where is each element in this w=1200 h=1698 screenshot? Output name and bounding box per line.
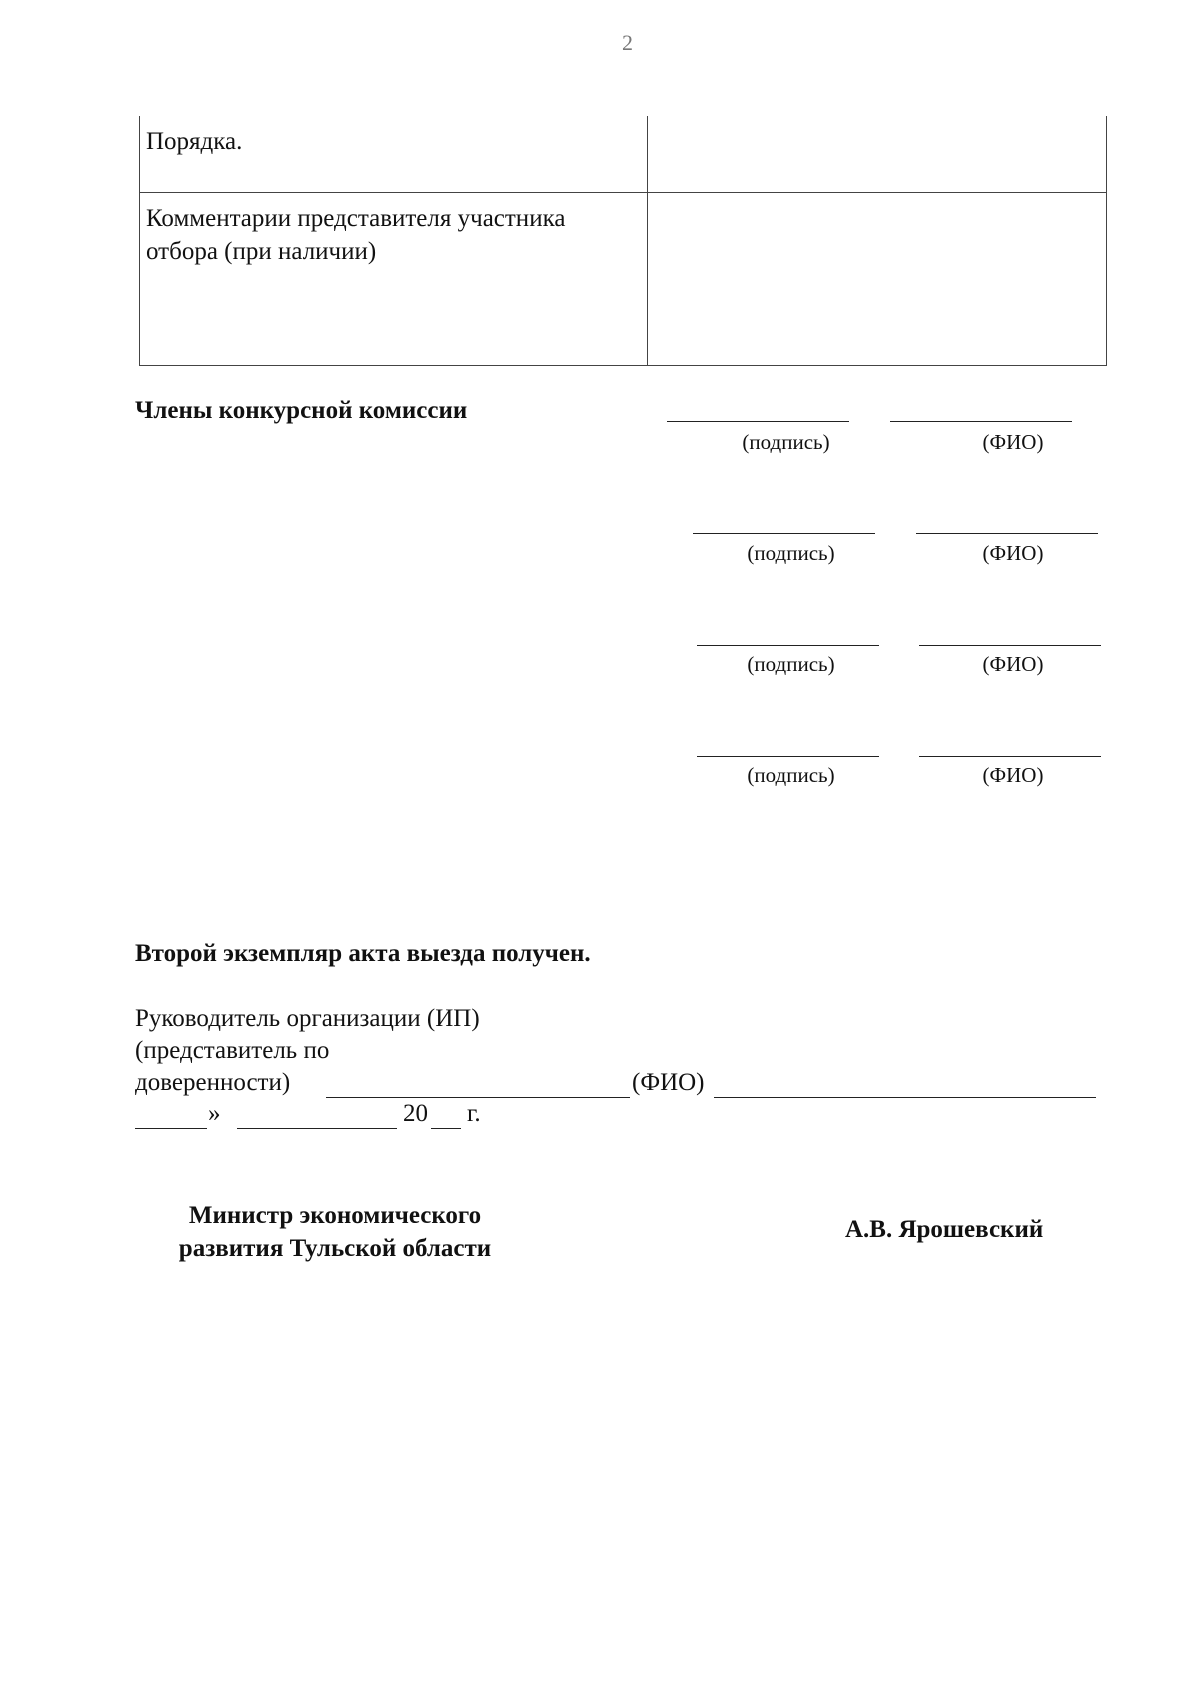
representative-label: (представитель по bbox=[135, 1037, 330, 1064]
page-number: 2 bbox=[622, 30, 633, 55]
table-cell-label: Комментарии представителя участника отбора (при наличии) bbox=[140, 193, 648, 366]
signatory-title: Министр экономического развития Тульской области bbox=[178, 1202, 492, 1262]
signature-caption: (подпись) bbox=[747, 763, 835, 787]
name-fill-line bbox=[714, 1097, 1096, 1098]
signature-fill-line bbox=[326, 1097, 630, 1098]
signature-caption: (подпись) bbox=[747, 652, 835, 676]
signatory-name: А.В. Ярошевский bbox=[845, 1216, 1044, 1243]
month-fill-line bbox=[237, 1128, 397, 1129]
name-line bbox=[890, 421, 1072, 422]
table-row bbox=[140, 193, 1107, 366]
name-caption: (ФИО) bbox=[982, 652, 1044, 676]
signature-line bbox=[697, 645, 879, 646]
table-cell-value bbox=[648, 116, 1107, 193]
signature-line bbox=[697, 756, 879, 757]
table-cell-value bbox=[648, 193, 1107, 366]
power-of-attorney-label: доверенности) bbox=[135, 1069, 291, 1096]
name-line bbox=[919, 756, 1101, 757]
copy-received-heading: Второй экземпляр акта выезда получен. bbox=[135, 940, 591, 967]
act-table bbox=[139, 116, 1107, 366]
name-caption: (ФИО) bbox=[982, 763, 1044, 787]
name-caption: (ФИО) bbox=[982, 541, 1044, 565]
date-quote: » bbox=[208, 1100, 221, 1127]
table-cell-label: Порядка. bbox=[140, 116, 648, 193]
year-fill-line bbox=[431, 1128, 461, 1129]
name-line bbox=[919, 645, 1101, 646]
signature-caption: (подпись) bbox=[742, 430, 830, 454]
name-line bbox=[916, 533, 1098, 534]
year-suffix: г. bbox=[467, 1100, 481, 1127]
name-caption: (ФИО) bbox=[982, 430, 1044, 454]
signature-line bbox=[693, 533, 875, 534]
fio-label: (ФИО) bbox=[632, 1069, 705, 1096]
year-prefix: 20 bbox=[403, 1100, 428, 1127]
head-label: Руководитель организации (ИП) bbox=[135, 1005, 480, 1032]
table-row bbox=[140, 116, 1107, 193]
commission-heading: Члены конкурсной комиссии bbox=[135, 397, 468, 424]
day-fill-line bbox=[135, 1128, 207, 1129]
signature-line bbox=[667, 421, 849, 422]
signature-caption: (подпись) bbox=[747, 541, 835, 565]
